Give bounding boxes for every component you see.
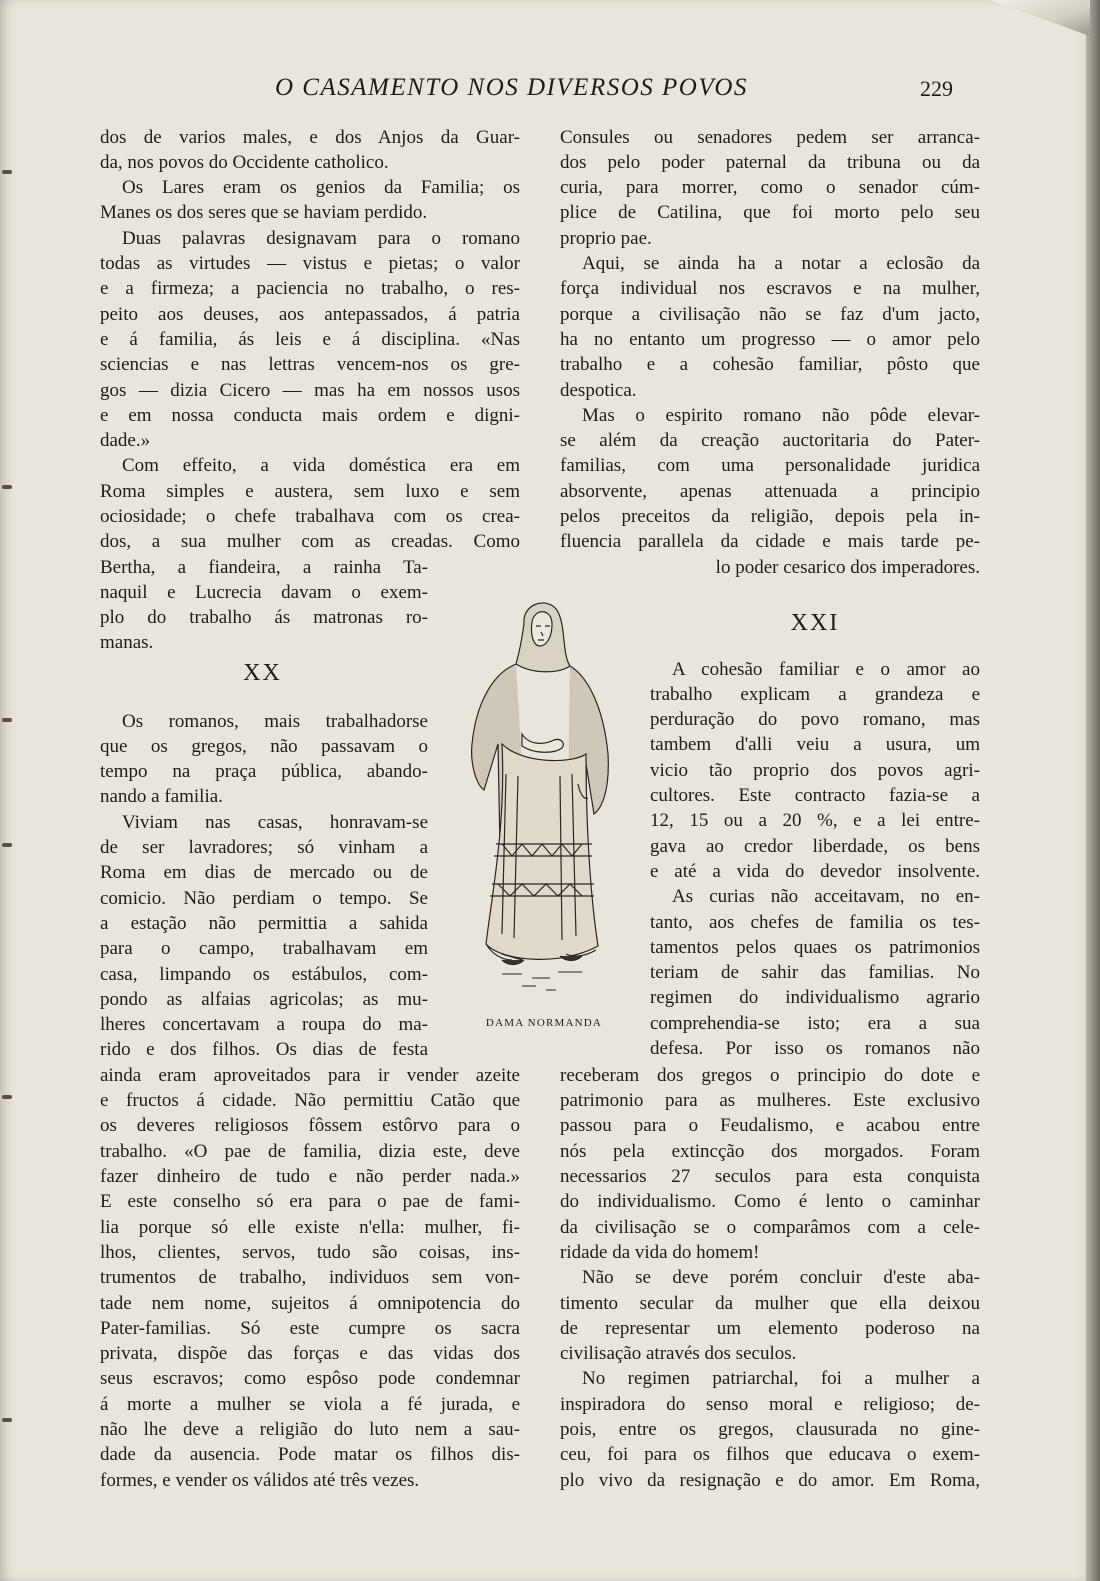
text-line: da, nos povos do Occidente catholico.: [100, 151, 389, 173]
text-line: formes, e vender os válidos até três vezes.: [100, 1469, 420, 1491]
text-line: os deveres religiosos fôssem estôrvo para o: [100, 1115, 520, 1137]
text-line: lo poder cesarico dos imperadores.: [715, 556, 980, 578]
text-line: se além da creação auctoritaria do Pater-: [560, 430, 980, 452]
text-line: Não se deve porém concluir d'este aba-: [582, 1267, 980, 1289]
text-line: teriam de sahir das familias. No: [650, 962, 980, 984]
text-line: comprehendia-se isto; era a sua: [650, 1012, 980, 1034]
folded-corner: [990, 0, 1090, 36]
section-heading-xxi: XXI: [790, 610, 840, 636]
text-line: Aqui, se ainda ha a notar a eclosão da: [582, 253, 980, 274]
text-line: tade nem nome, sujeitos á omnipotencia do: [100, 1292, 520, 1314]
text-line: A cohesão familiar e o amor ao: [672, 658, 980, 680]
text-line: á morte a mulher se viola a fé jurada, e: [100, 1393, 520, 1415]
page-edge-shadow: [1086, 0, 1100, 1581]
text-line: timento secular da mulher que ella deixou: [560, 1292, 980, 1314]
text-line: ceu, foi para os filhos que educava o exem-: [560, 1444, 980, 1466]
text-line: plo do trabalho ás matronas ro-: [100, 607, 428, 629]
text-line: dade da ausencia. Pode matar os filhos dis-: [100, 1444, 520, 1466]
text-line: manas.: [100, 632, 154, 654]
text-line: de representar um elemento poderoso na: [560, 1317, 980, 1339]
text-line: do individualismo. Como é lento o caminhar: [560, 1191, 980, 1213]
text-line: pelos preceitos da religião, depois pela in-: [560, 506, 980, 527]
text-line: trabalho explicam a grandeza e: [650, 683, 980, 705]
engraving-woman-figure-icon: [462, 594, 618, 1004]
text-line: Bertha, a fiandeira, a rainha Ta-: [100, 556, 428, 578]
text-line: Mas o espirito romano não pôde elevar-: [582, 404, 980, 426]
text-line: dos de varios males, e dos Anjos da Guar-: [100, 126, 520, 148]
text-line: pois, entre os gregos, clausurada no gine-: [560, 1419, 980, 1440]
text-line: privata, dispõe das forças e das vidas dos: [100, 1343, 520, 1365]
text-line: nós pela extincção dos morgados. Foram: [560, 1140, 980, 1162]
text-line: casa, limpando os estábulos, com-: [100, 963, 428, 985]
illustration-caption: DAMA NORMANDA: [485, 1017, 603, 1029]
text-line: cultores. Este contracto fazia-se a: [650, 785, 980, 806]
text-line: ridade da vida do homem!: [560, 1241, 760, 1263]
text-line: e fructos á cidade. Não permittiu Catão que: [100, 1090, 520, 1112]
binding-mark: [2, 485, 12, 489]
text-line: nando a familia.: [100, 786, 223, 808]
text-line: necessarios 27 seculos para esta conquista: [560, 1166, 980, 1187]
text-line: a estação não permittia a sahida: [100, 912, 428, 934]
text-line: gava ao credor liberdade, os bens: [650, 835, 980, 857]
text-line: patrimonio para as mulheres. Este exclusivo: [560, 1090, 980, 1112]
text-line: da civilisação se o comparâmos com a cele-: [560, 1216, 980, 1238]
text-line: tanto, aos chefes de familia os tes-: [650, 911, 980, 933]
text-line: absorvente, apenas attenuada a principio: [560, 480, 980, 502]
text-line: familias, com uma personalidade juridica: [560, 455, 980, 477]
text-line: força individual nos escravos e na mulher,: [560, 278, 980, 300]
text-line: seus escravos; como espôso pode condemnar: [100, 1368, 520, 1390]
text-line: Pater-familias. Só este cumpre os sacra: [100, 1317, 520, 1339]
text-line: perduração do povo romano, mas: [650, 709, 980, 731]
text-line: Consules ou senadores pedem ser arranca-: [560, 126, 980, 148]
text-line: Roma em dias de mercado ou de: [100, 862, 428, 884]
text-line: Manes os dos seres que se haviam perdido.: [100, 202, 428, 224]
text-line: despotica.: [560, 379, 637, 401]
text-line: comicio. Não perdiam o tempo. Se: [100, 887, 428, 909]
text-line: lia porque só elle existe n'ella: mulher, fi-: [100, 1216, 520, 1238]
text-line: Duas palavras designavam para o romano: [122, 227, 520, 249]
text-line: E este conselho só era para o pae de fami-: [100, 1191, 520, 1213]
text-line: plo vivo da resignação e do amor. Em Roma,: [560, 1469, 980, 1491]
page-number: 229: [920, 76, 953, 101]
text-line: para o campo, trabalhavam em: [100, 938, 428, 960]
text-line: trumentos de trabalho, individuos sem von-: [100, 1267, 520, 1289]
section-heading-xx: XX: [243, 660, 282, 686]
text-line: Viviam nas casas, honravam-se: [122, 811, 428, 833]
text-line: 12, 15 ou a 20 %, e a lei entre-: [650, 810, 980, 832]
text-line: e á familia, ás leis e á disciplina. «Nas: [100, 328, 520, 350]
text-line: No regimen patriarchal, foi a mulher a: [582, 1368, 980, 1390]
text-line: Roma simples e austera, sem luxo e sem: [100, 480, 520, 502]
text-line: dos, a sua mulher com as creadas. Como: [100, 531, 520, 553]
text-line: proprio pae.: [560, 227, 652, 249]
text-line: sciencias e nas lettras vencem-nos os gre-: [100, 354, 520, 376]
text-line: fluencia parallela da cidade e mais tarde pe-: [560, 531, 980, 553]
text-line: plice de Catilina, que foi morto pelo seu: [560, 202, 980, 224]
text-line: e até a vida do devedor insolvente.: [650, 860, 980, 882]
text-line: ha no entanto um progresso — o amor pelo: [560, 328, 980, 350]
text-line: peito aos deuses, aos antepassados, á patria: [100, 303, 520, 325]
text-line: Os Lares eram os genios da Familia; os: [122, 177, 520, 199]
binding-mark: [2, 1095, 12, 1099]
text-line: Com effeito, a vida doméstica era em: [122, 455, 520, 477]
text-line: civilisação através dos seculos.: [560, 1343, 797, 1365]
text-line: regimen do individualismo agrario: [650, 987, 980, 1009]
text-line: dos pelo poder paternal da tribuna ou da: [560, 151, 980, 173]
running-header-title: O CASAMENTO NOS DIVERSOS POVOS: [275, 74, 748, 101]
text-line: fazer dinheiro de tudo e não perder nada.»: [100, 1166, 520, 1187]
text-line: gos — dizia Cicero — mas ha em nossos usos: [100, 379, 520, 401]
binding-mark: [2, 843, 12, 847]
text-line: naquil e Lucrecia davam o exem-: [100, 581, 428, 603]
text-line: Os romanos, mais trabalhadorse: [122, 710, 428, 732]
text-line: ociosidade; o chefe trabalhava com os crea-: [100, 506, 520, 527]
binding-mark: [2, 718, 12, 722]
text-line: curia, para morrer, como o senador cúm-: [560, 177, 980, 199]
binding-mark: [2, 1418, 12, 1422]
text-line: vicio tão proprio dos povos agri-: [650, 759, 980, 781]
text-line: e a firmeza; a paciencia no trabalho, o res-: [100, 278, 520, 300]
text-line: As curias não acceitavam, no en-: [672, 886, 980, 908]
text-line: inspiradora do senso moral e religioso; de-: [560, 1393, 980, 1415]
text-line: porque a civilisação não se faz d'um jacto,: [560, 303, 980, 325]
text-line: defesa. Por isso os romanos não: [650, 1038, 980, 1059]
text-line: trabalho. «O pae de familia, dizia este, deve: [100, 1140, 520, 1162]
text-line: trabalho e a cohesão familiar, pôsto que: [560, 354, 980, 376]
text-line: tempo na praça pública, abando-: [100, 761, 428, 783]
text-line: que os gregos, não passavam o: [100, 735, 428, 757]
text-line: receberam dos gregos o principio do dote e: [560, 1064, 980, 1086]
text-line: passou para o Feudalismo, e acabou entre: [560, 1115, 980, 1137]
text-line: todas as virtudes — vistus e pietas; o valor: [100, 253, 520, 274]
text-line: e em nossa conducta mais ordem e digni-: [100, 404, 520, 426]
text-line: tamentos pelos quaes os patrimonios: [650, 936, 980, 958]
text-line: de ser lavradores; só vinham a: [100, 837, 428, 858]
text-line: rido e dos filhos. Os dias de festa: [100, 1039, 428, 1061]
text-line: pondo as alfaias agricolas; as mu-: [100, 988, 428, 1010]
text-line: não lhe deve a religião do luto nem a sau-: [100, 1419, 520, 1440]
text-line: lheres concertavam a roupa do ma-: [100, 1014, 428, 1036]
text-line: lhos, clientes, servos, tudo são coisas, ins-: [100, 1241, 520, 1263]
text-line: dade.»: [100, 430, 151, 452]
text-line: ainda eram aproveitados para ir vender azeite: [100, 1064, 520, 1086]
text-line: tambem d'alli veiu a usura, um: [650, 734, 980, 756]
binding-mark: [2, 170, 12, 174]
